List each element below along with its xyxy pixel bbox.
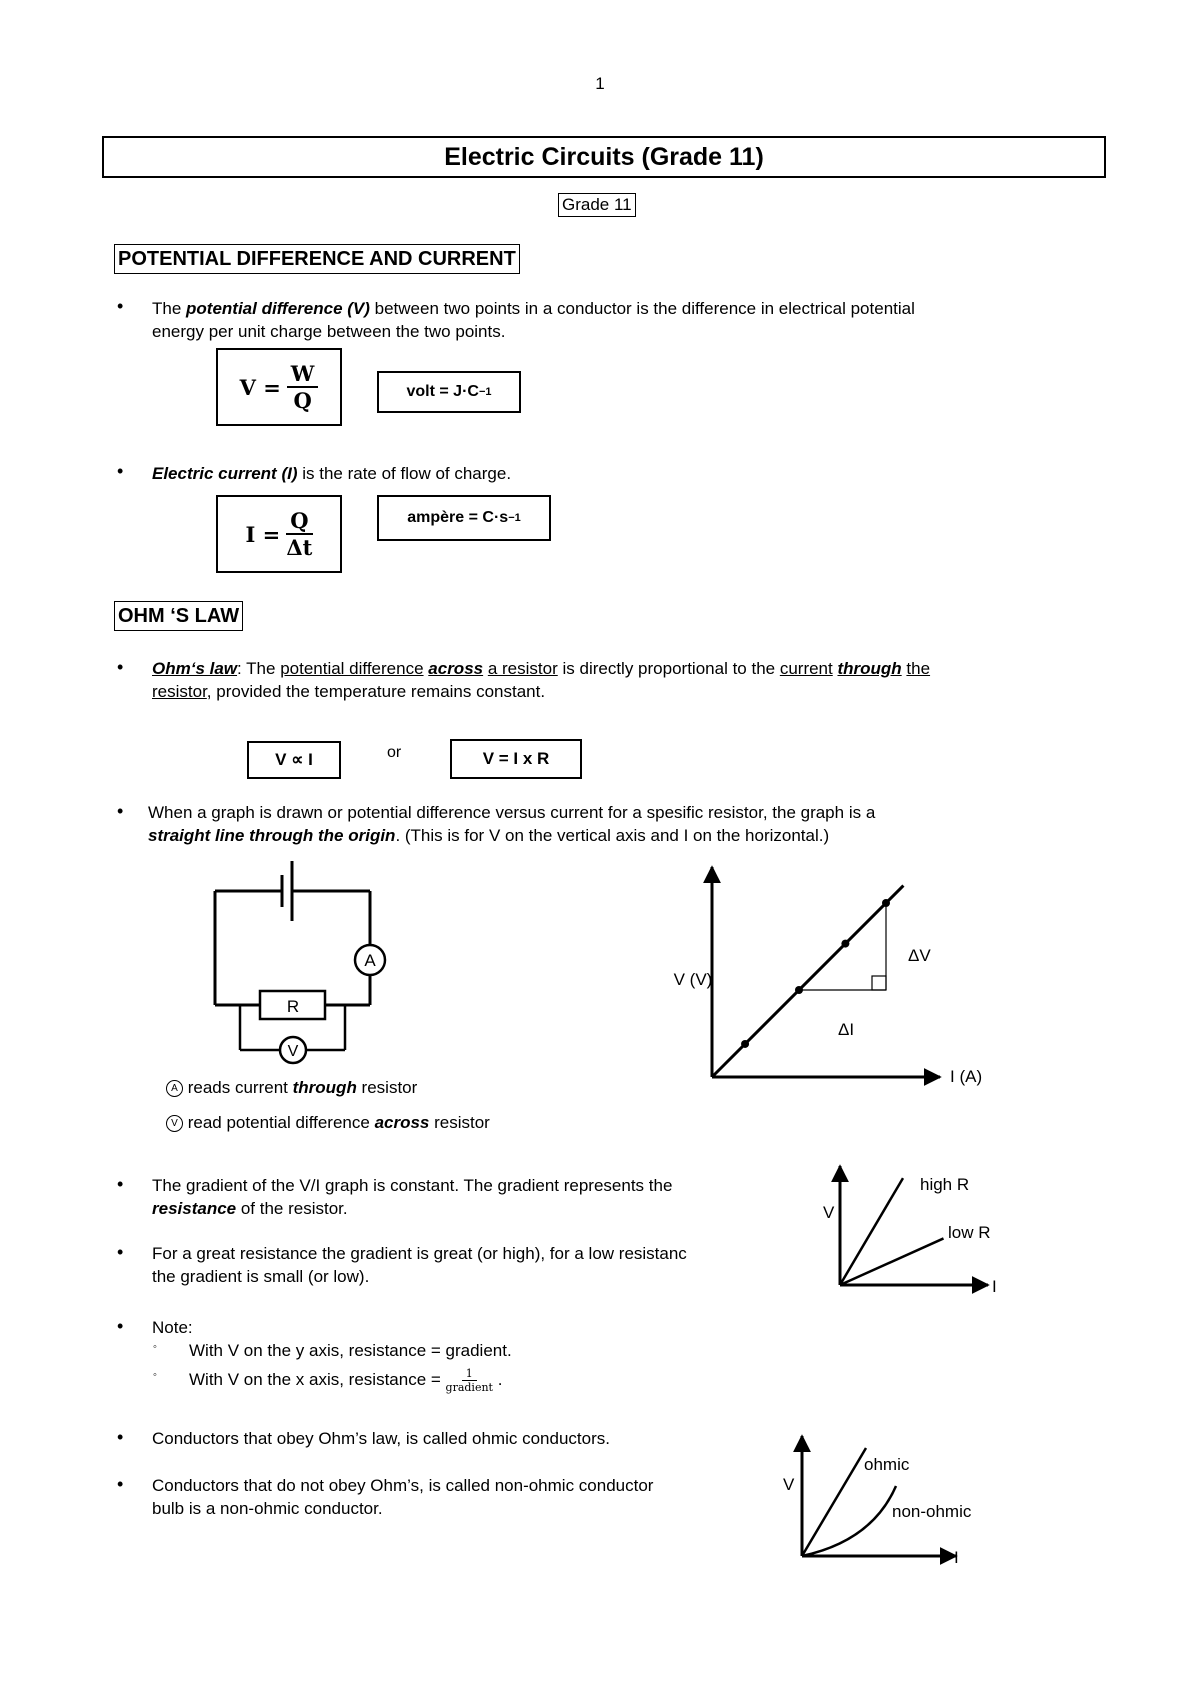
legend-high-r: high R <box>920 1175 970 1194</box>
bullet-marker: • <box>117 1474 124 1494</box>
current-definition: Electric current (I) is the rate of flow of charge. <box>152 464 512 483</box>
bullet-marker: • <box>117 801 124 821</box>
voltmeter-note: V read potential difference across resistor <box>166 1111 490 1134</box>
right-angle-marker <box>872 976 886 990</box>
note-label: Note: <box>152 1318 193 1337</box>
ohms-law-definition: Ohm‘s law: The potential difference across a resistor is directly proportional to the current through the resistor, provided the temperature remains constant. <box>152 659 931 701</box>
sub-bullet-marker: ◦ <box>153 1369 157 1381</box>
bullet-marker: • <box>117 1316 124 1336</box>
formula-i-lhs: I = <box>245 521 281 547</box>
curve-non-ohmic <box>802 1486 896 1556</box>
resistor-label: R <box>286 997 300 1016</box>
formula-i-den: Δt <box>286 535 313 560</box>
legend-ohmic: ohmic <box>864 1455 910 1474</box>
sub-bullet-marker: ◦ <box>153 1341 157 1353</box>
note-y-axis: With V on the y axis, resistance = gradient. <box>189 1341 512 1360</box>
legend-non-ohmic: non-ohmic <box>892 1502 972 1521</box>
bullet-marker: • <box>117 1427 124 1447</box>
legend-low-r: low R <box>948 1223 991 1242</box>
x-axis-label: I <box>992 1277 997 1296</box>
non-ohmic-description: Conductors that do not obey Ohm’s, is called non-ohmic conductor bulb is a non-ohmic conductor. <box>152 1476 654 1518</box>
delta-v-label: ΔV <box>908 946 931 965</box>
section-heading-ohms-law: OHM ‘S LAW <box>114 601 243 631</box>
formula-v-box <box>216 348 342 426</box>
formula-i-num: Q <box>286 508 312 535</box>
bullet-marker: • <box>117 461 124 481</box>
section-heading-potential-difference: POTENTIAL DIFFERENCE AND CURRENT <box>114 244 520 274</box>
y-axis-label: V <box>823 1203 835 1222</box>
ohmic-comparison-graph <box>780 1430 1000 1565</box>
pd-definition: The potential difference (V) between two points in a conductor is the difference in electrical potential energy per unit charge between the two points. <box>152 299 915 341</box>
resistance-comparison-graph <box>820 1160 1020 1300</box>
data-point <box>841 940 849 948</box>
bullet-marker: • <box>117 1174 124 1194</box>
formula-v-den: Q <box>293 388 312 413</box>
ohmic-description: Conductors that obey Ohm’s law, is called ohmic conductors. <box>152 1429 610 1448</box>
resistance-description: For a great resistance the gradient is great (or high), for a low resistanc the gradient is small (or low). <box>152 1244 687 1286</box>
ohms-equation-box: V = I x R <box>450 739 582 779</box>
line-high-r <box>840 1178 903 1285</box>
formula-i-box <box>216 495 342 573</box>
bullet-marker: • <box>117 296 124 316</box>
gradient-description: The gradient of the V/I graph is constant. The gradient represents the resistance of the resistor. <box>152 1176 673 1218</box>
page-title: Electric Circuits (Grade 11) <box>102 136 1106 178</box>
data-point <box>741 1040 749 1048</box>
voltmeter-icon: V <box>166 1115 183 1132</box>
graph-description: When a graph is drawn or potential difference versus current for a spesific resistor, the graph is a straight line through the origin. (This is for V on the vertical axis and I on the horizontal.) <box>148 803 876 845</box>
formula-v-num: W <box>287 361 319 388</box>
ammeter-note: A reads current through resistor <box>166 1076 417 1099</box>
note-x-axis: With V on the x axis, resistance = $\frac{1}{\text{gradient}}$ . <box>189 1367 503 1394</box>
grade-tag: Grade 11 <box>558 193 636 217</box>
page-number: 1 <box>595 74 605 93</box>
delta-i-label: ΔI <box>838 1020 855 1039</box>
formula-v-lhs: V = <box>239 374 281 400</box>
line-ohmic <box>802 1448 866 1556</box>
ammeter-label: A <box>364 951 376 970</box>
proportional-box: V ∝ I <box>247 741 341 779</box>
vi-graph <box>640 855 1000 1095</box>
data-line-resistor <box>712 886 903 1077</box>
ammeter-icon: A <box>166 1080 183 1097</box>
y-axis-label: V <box>783 1475 795 1494</box>
bullet-marker: • <box>117 1242 124 1262</box>
unit-ampere-box: ampère = C·s −1 <box>377 495 551 541</box>
voltmeter-label: V <box>287 1043 299 1060</box>
y-axis-label: V (V) <box>673 970 713 989</box>
bullet-marker: • <box>117 657 124 677</box>
line-low-r <box>840 1238 944 1285</box>
unit-volt-box: volt = J·C −1 <box>377 371 521 413</box>
circuit-diagram <box>200 855 420 1075</box>
x-axis-label: I (A) <box>950 1067 983 1086</box>
x-axis-label: I <box>954 1548 959 1565</box>
or-text: or <box>387 744 402 761</box>
